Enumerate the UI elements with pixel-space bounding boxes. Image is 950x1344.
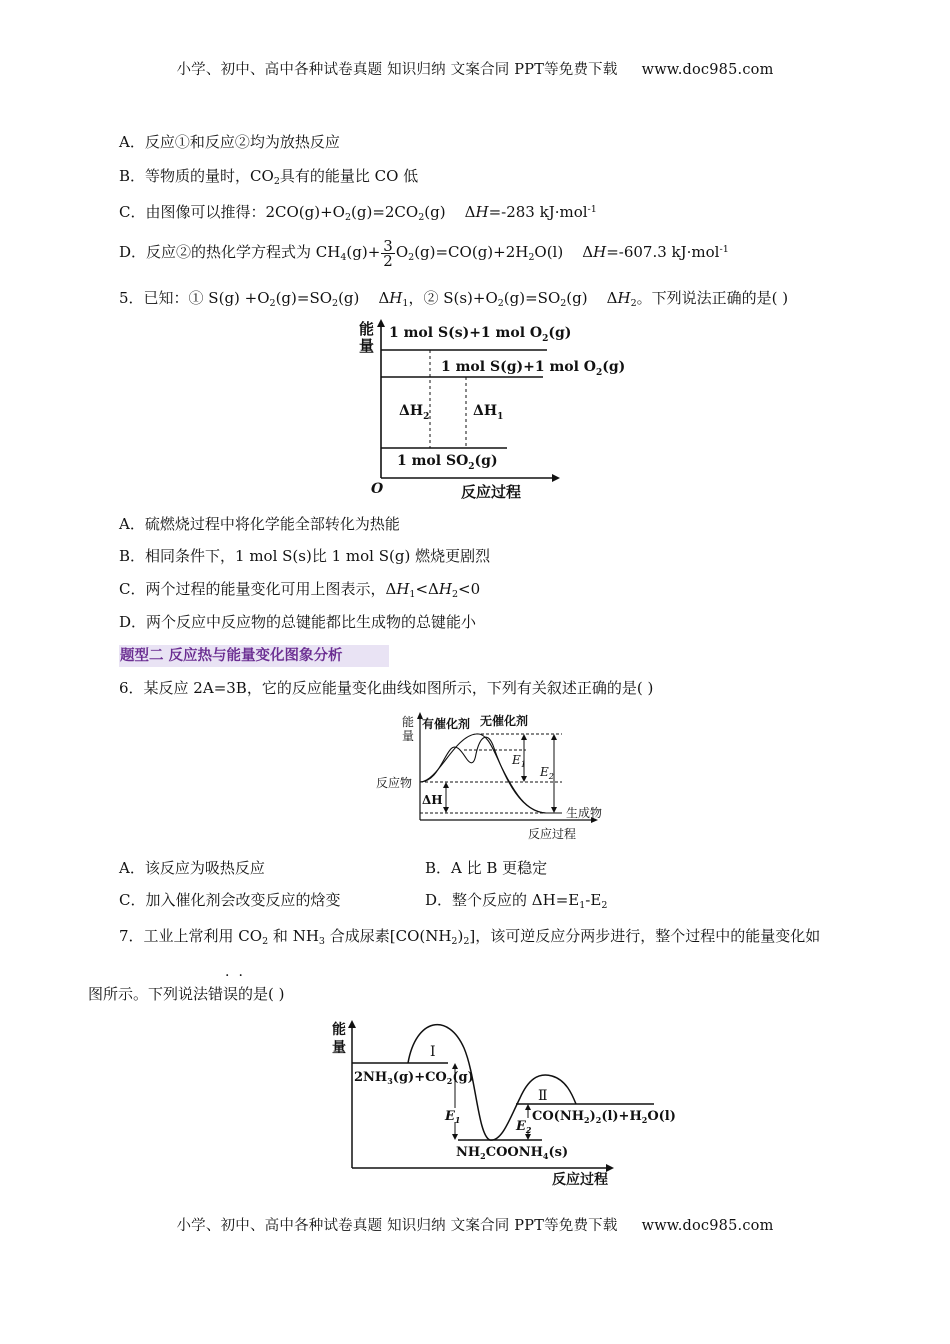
q4-option-d: D．反应②的热化学方程式为 $CH_4(g)+$ $\frac{3}{2}$ $O_2(g)=CO(g)+2H_2O(l)$ ΔH=-607.3 kJ·mol$^{-1}$ [119, 236, 729, 270]
q5-option-a: A．硫燃烧过程中将化学能全部转化为热能 [119, 515, 400, 533]
q4-option-c: C．由图像可以推得：$2CO(g)+O_2(g)=2CO_2(g)$ ΔH=-283 kJ·mol$^{-1}$ [119, 203, 597, 223]
fig6-y-label-1: 能 [402, 715, 415, 729]
fig5-level-bottom: 1 mol $SO_2(g)$ [397, 453, 498, 472]
fig6-reactant-label: 反应物 [376, 776, 413, 790]
page-header [0, 58, 950, 79]
q5-option-d: D．两个反应中反应物的总键能都比生成物的总键能小 [119, 613, 477, 631]
fraction-3-2: $\frac{3}{2}$ [383, 236, 393, 270]
q4-option-a: A．反应①和反应②均为放热反应 [119, 133, 340, 151]
fig6-with-catalyst: 有催化剂 [422, 717, 471, 731]
q5-option-b: B．相同条件下，1 mol S(s)比 1 mol S(g) 燃烧更剧烈 [119, 547, 491, 565]
fig7-step-2: Ⅱ [538, 1088, 548, 1104]
emphasis-dots: ·· [225, 968, 252, 984]
fig6-x-label: 反应过程 [528, 827, 577, 841]
q7-stem-line2: 图所示。下列说法错误的是( ) [88, 985, 285, 1003]
q6-option-b: B．A 比 B 更稳定 [425, 859, 548, 877]
fig5-y-label-1: 能 [359, 320, 375, 338]
fig7-intermediate: $NH_2COONH_4(s)$ [456, 1145, 569, 1161]
q5-stem: 5．已知：① $S(g) +O_2(g)=SO_2(g)$ $\Delta H_1$，② $S(s)+O_2(g)=SO_2(g)$ $\Delta H_2$。下列说法正确的是( ) [119, 289, 789, 309]
fig7-products: $CO(NH_2)_2(l)+H_2O(l)$ [532, 1109, 676, 1125]
fig5-dh1-label: $\Delta H_1$ [473, 403, 504, 422]
fig5-y-label-2: 量 [359, 337, 375, 355]
q7-stem-line1: 7．工业上常利用 $CO_2$ 和 $NH_3$ 合成尿素$[CO(NH_2)_2]$，该可逆反应分两步进行，整个过程中的能量变化如 [119, 927, 821, 947]
fig5-x-label: 反应过程 [461, 483, 522, 501]
fig5-level-top: 1 mol S(s)+1 mol $O_2(g)$ [389, 325, 572, 344]
fig5-energy-diagram [355, 315, 626, 505]
page-footer [0, 1214, 950, 1235]
fig7-e2-label: $E_2$ [516, 1119, 532, 1135]
header-text: 小学、初中、高中各种试卷真题 知识归纳 文案合同 PPT等免费下载 [176, 62, 618, 78]
fig6-without-catalyst: 无催化剂 [480, 714, 529, 728]
fig7-x-label: 反应过程 [552, 1172, 608, 1188]
fig6-product-label: 生成物 [566, 806, 603, 820]
fig6-dh-label: ΔH [422, 793, 443, 807]
section-heading: 题型二 反应热与能量变化图象分析 [119, 645, 389, 667]
q4-option-b: B．等物质的量时，$CO_2$具有的能量比 CO 低 [119, 167, 419, 187]
header-site[interactable]: www.doc985.com [641, 62, 774, 78]
fig5-origin: O [371, 481, 384, 497]
fig7-e1-label: $E_1$ [445, 1109, 461, 1125]
footer-site[interactable]: www.doc985.com [641, 1218, 774, 1234]
fig6-e1-label: $E_1$ [512, 753, 526, 769]
fig6-y-label-2: 量 [402, 729, 415, 743]
q5-option-c: C．两个过程的能量变化可用上图表示，$\Delta H_1<\Delta H_2<0$ [119, 580, 481, 600]
q6-option-d: D．整个反应的 $\Delta H=E_1-E_2$ [425, 891, 608, 911]
q6-stem: 6．某反应 2A=3B，它的反应能量变化曲线如图所示，下列有关叙述正确的是( ) [119, 679, 654, 697]
fig6-e2-label: $E_2$ [540, 765, 554, 781]
fig5-dh2-label: $\Delta H_2$ [399, 403, 430, 422]
fig7-y-label-1: 能 [332, 1022, 346, 1038]
q6-option-c: C．加入催化剂会改变反应的焓变 [119, 891, 341, 909]
fig7-energy-diagram [330, 1018, 676, 1188]
fig7-y-label-2: 量 [332, 1040, 346, 1056]
fig6-energy-diagram [376, 712, 616, 847]
fig5-level-mid: 1 mol S(g)+1 mol $O_2(g)$ [441, 359, 626, 378]
fig7-step-1: Ⅰ [430, 1044, 436, 1060]
footer-text: 小学、初中、高中各种试卷真题 知识归纳 文案合同 PPT等免费下载 [176, 1218, 618, 1234]
q6-option-a: A．该反应为吸热反应 [119, 859, 265, 877]
fig7-reactants: $2NH_3(g)+CO_2(g)$ [354, 1070, 474, 1086]
